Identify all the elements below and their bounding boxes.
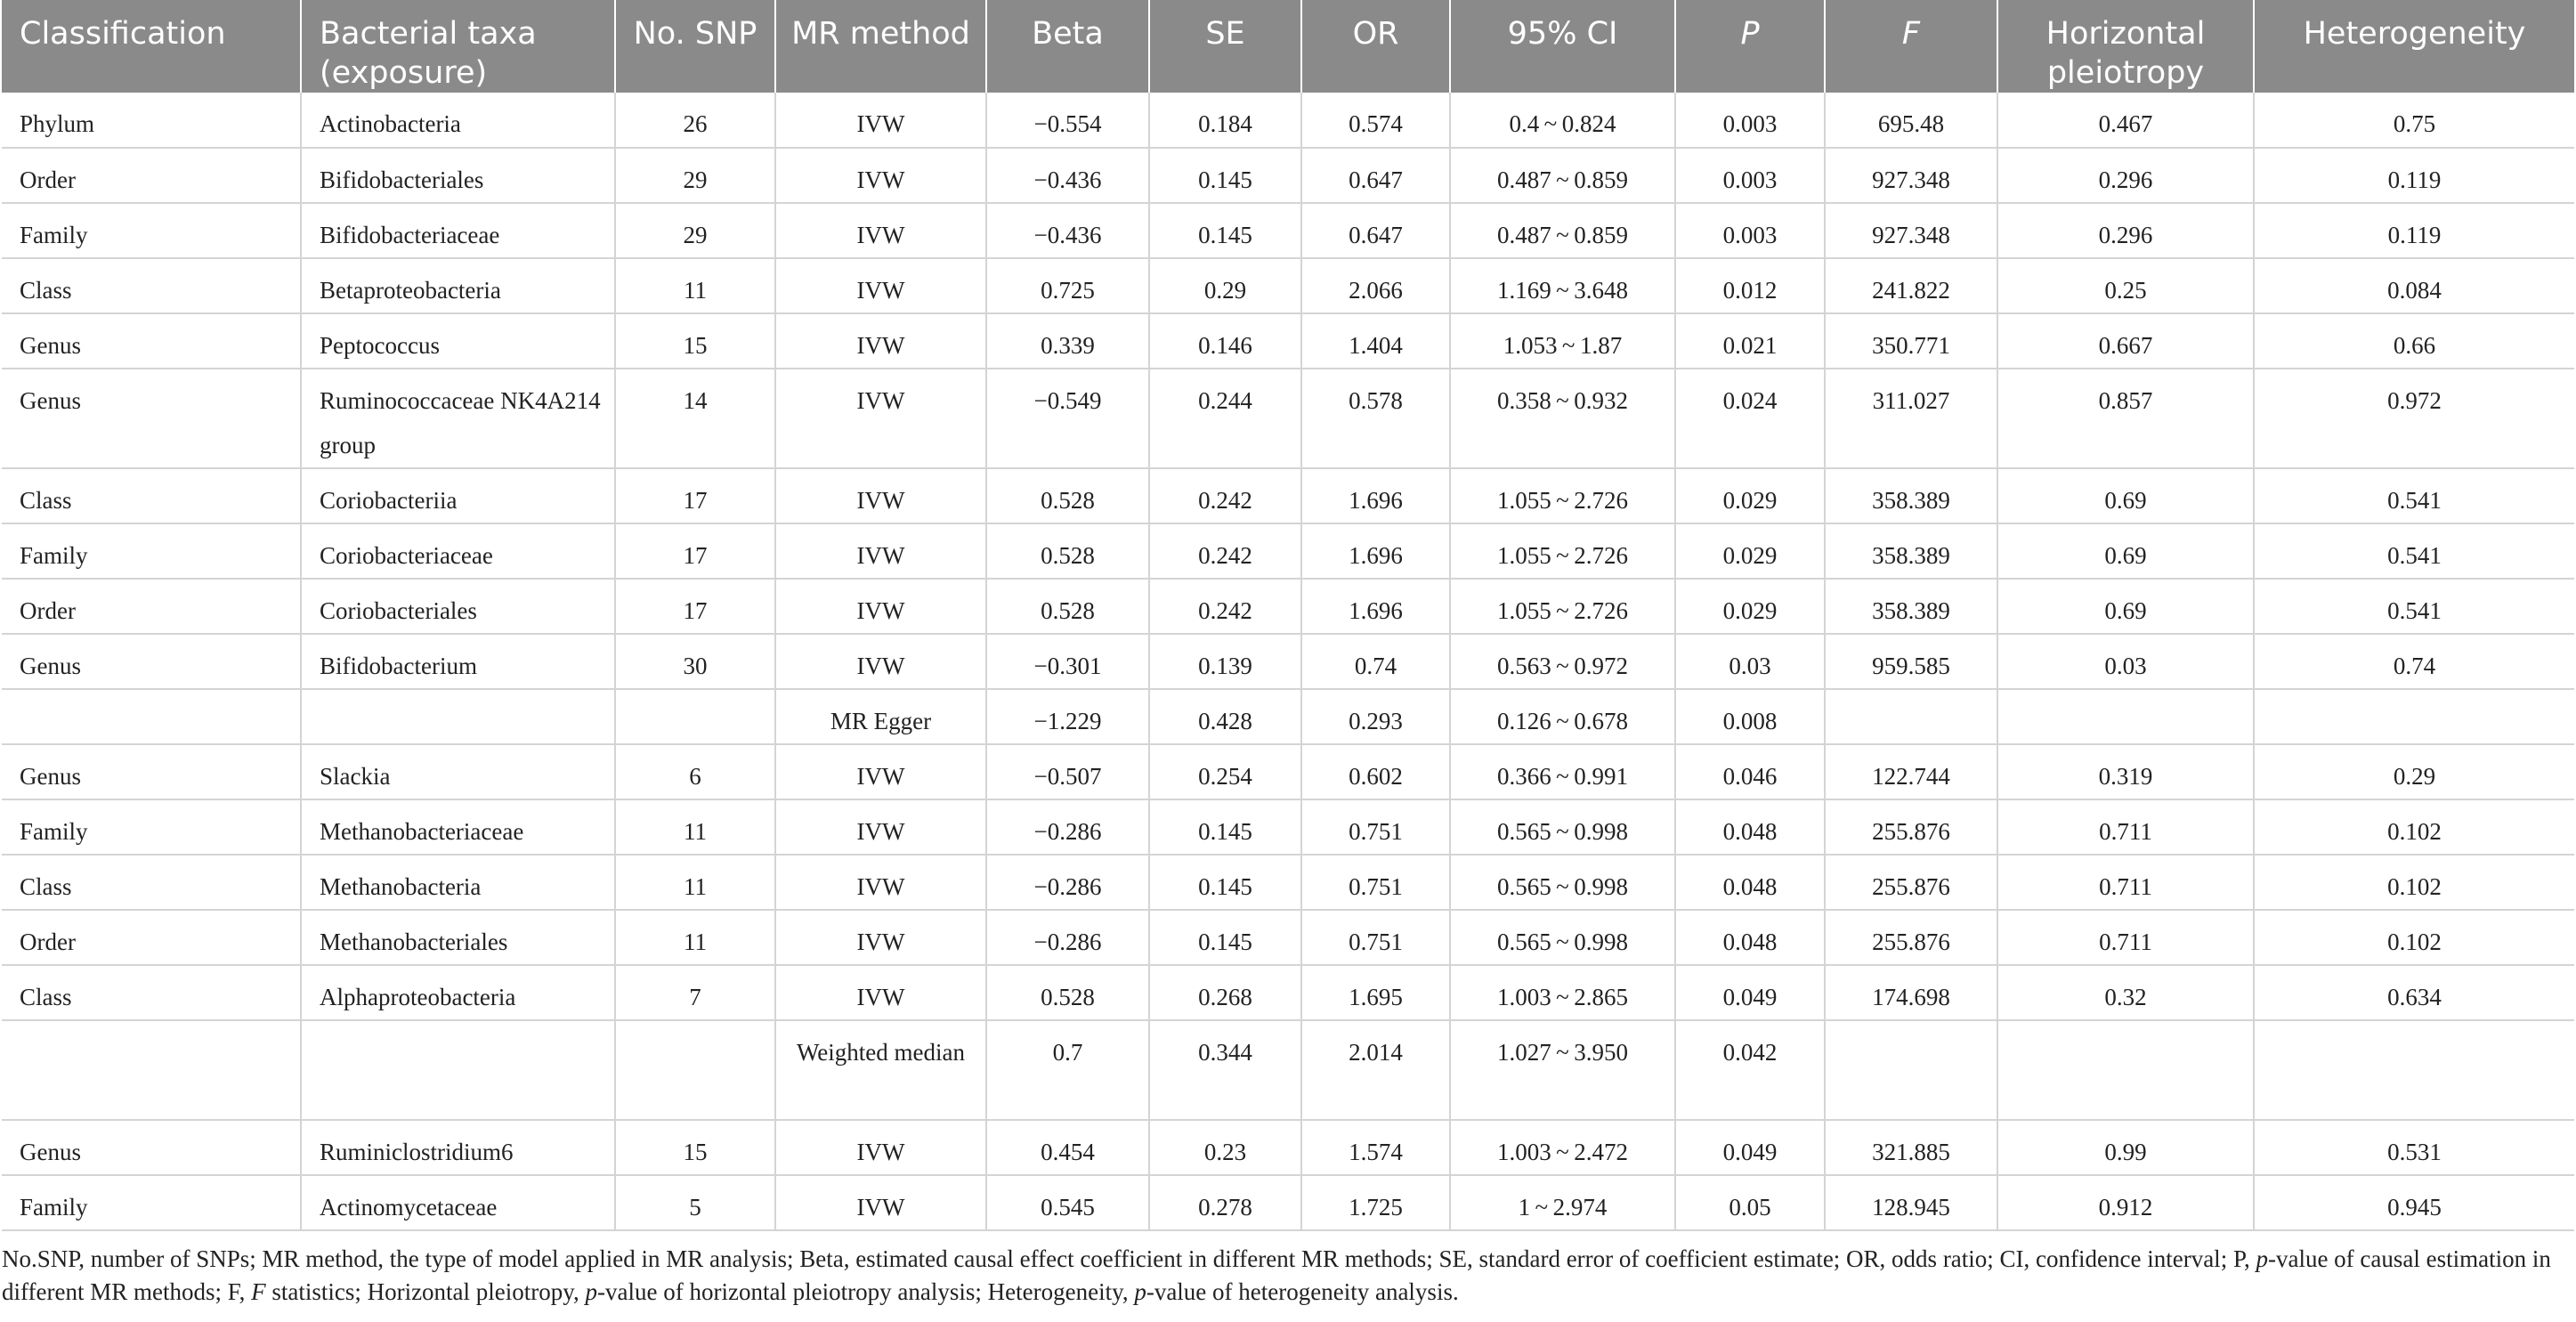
footnote-segment: statistics; Horizontal pleiotropy, bbox=[265, 1278, 586, 1305]
table-cell: 29 bbox=[615, 148, 775, 203]
table-row bbox=[2, 369, 2574, 468]
table-cell: Slackia bbox=[301, 744, 615, 799]
table-cell: 0.244 bbox=[1149, 369, 1301, 468]
table-cell: Genus bbox=[2, 744, 301, 799]
table-cell: 0.029 bbox=[1675, 468, 1825, 523]
table-cell: 0.565 ~ 0.998 bbox=[1450, 799, 1675, 855]
table-cell: IVW bbox=[775, 148, 986, 203]
table-cell: 0.857 bbox=[1997, 369, 2254, 468]
table-row bbox=[2, 148, 2574, 203]
results-table bbox=[2, 0, 2574, 1231]
table-cell: 0.145 bbox=[1149, 799, 1301, 855]
table-cell: 1.055 ~ 2.726 bbox=[1450, 523, 1675, 579]
table-cell: 358.389 bbox=[1825, 579, 1997, 634]
table-cell bbox=[2254, 689, 2574, 744]
table-cell: 11 bbox=[615, 258, 775, 313]
table-cell: 0.912 bbox=[1997, 1175, 2254, 1230]
table-cell bbox=[301, 1020, 615, 1120]
table-cell: 0.565 ~ 0.998 bbox=[1450, 910, 1675, 965]
table-cell: 0.565 ~ 0.998 bbox=[1450, 855, 1675, 910]
table-cell bbox=[615, 689, 775, 744]
table-cell: Class bbox=[2, 468, 301, 523]
table-cell: −0.549 bbox=[986, 369, 1149, 468]
table-row bbox=[2, 579, 2574, 634]
table-cell: 122.744 bbox=[1825, 744, 1997, 799]
table-cell: 11 bbox=[615, 799, 775, 855]
table-cell: 1.725 bbox=[1301, 1175, 1450, 1230]
table-cell: 927.348 bbox=[1825, 203, 1997, 258]
table-cell: 0.296 bbox=[1997, 203, 2254, 258]
table-cell: 0.25 bbox=[1997, 258, 2254, 313]
table-cell: Phylum bbox=[2, 93, 301, 148]
table-cell: 0.084 bbox=[2254, 258, 2574, 313]
table-cell: 959.585 bbox=[1825, 634, 1997, 689]
table-row bbox=[2, 689, 2574, 744]
table-cell: 358.389 bbox=[1825, 468, 1997, 523]
column-header: SE bbox=[1149, 0, 1301, 93]
table-cell: 0.003 bbox=[1675, 93, 1825, 148]
table-cell: 0.66 bbox=[2254, 313, 2574, 369]
table-cell: 0.05 bbox=[1675, 1175, 1825, 1230]
column-header: 95% CI bbox=[1450, 0, 1675, 93]
table-cell: 26 bbox=[615, 93, 775, 148]
table-cell bbox=[2, 1020, 301, 1120]
table-cell: 0.75 bbox=[2254, 93, 2574, 148]
table-cell: 0.667 bbox=[1997, 313, 2254, 369]
table-cell: 0.647 bbox=[1301, 148, 1450, 203]
column-header: MR method bbox=[775, 0, 986, 93]
table-cell: 0.751 bbox=[1301, 855, 1450, 910]
table-cell: 0.003 bbox=[1675, 203, 1825, 258]
table-cell: −0.286 bbox=[986, 910, 1149, 965]
table-cell: 0.751 bbox=[1301, 910, 1450, 965]
table-cell: 1 ~ 2.974 bbox=[1450, 1175, 1675, 1230]
table-cell: Coriobacteriaceae bbox=[301, 523, 615, 579]
table-cell: 1.003 ~ 2.865 bbox=[1450, 965, 1675, 1020]
table-cell: 1.695 bbox=[1301, 965, 1450, 1020]
table-cell: Order bbox=[2, 910, 301, 965]
table-cell: 0.7 bbox=[986, 1020, 1149, 1120]
table-cell: −0.436 bbox=[986, 203, 1149, 258]
table-cell: 2.014 bbox=[1301, 1020, 1450, 1120]
table-cell: IVW bbox=[775, 965, 986, 1020]
table-cell: 1.696 bbox=[1301, 468, 1450, 523]
table-cell: −0.554 bbox=[986, 93, 1149, 148]
table-row bbox=[2, 93, 2574, 148]
table-cell: Bifidobacteriales bbox=[301, 148, 615, 203]
table-cell: 0.139 bbox=[1149, 634, 1301, 689]
table-cell: IVW bbox=[775, 258, 986, 313]
table-cell: 30 bbox=[615, 634, 775, 689]
table-row bbox=[2, 855, 2574, 910]
table-cell: 0.574 bbox=[1301, 93, 1450, 148]
table-cell: 0.634 bbox=[2254, 965, 2574, 1020]
table-cell: 5 bbox=[615, 1175, 775, 1230]
table-cell: IVW bbox=[775, 468, 986, 523]
table-cell: Methanobacteriaceae bbox=[301, 799, 615, 855]
table-cell: IVW bbox=[775, 369, 986, 468]
table-cell: 0.296 bbox=[1997, 148, 2254, 203]
table-cell: 1.696 bbox=[1301, 523, 1450, 579]
table-cell: 0.102 bbox=[2254, 799, 2574, 855]
table-cell: 0.146 bbox=[1149, 313, 1301, 369]
footnote-segment: No.SNP, number of SNPs; MR method, the type of model applied in MR analysis; Beta, estimated causal effect coefficient in different MR methods; SE, standard error of coefficient estimate; OR, odds ratio; CI, confidence interval; P, bbox=[2, 1245, 2256, 1272]
table-cell: IVW bbox=[775, 523, 986, 579]
table-cell: 7 bbox=[615, 965, 775, 1020]
table-cell: 128.945 bbox=[1825, 1175, 1997, 1230]
table-cell: −1.229 bbox=[986, 689, 1149, 744]
table-cell: IVW bbox=[775, 634, 986, 689]
table-row bbox=[2, 634, 2574, 689]
table-cell: Genus bbox=[2, 1120, 301, 1175]
table-cell: 15 bbox=[615, 1120, 775, 1175]
footnote-segment: p bbox=[2256, 1245, 2268, 1272]
table-cell: 17 bbox=[615, 523, 775, 579]
table-cell: 0.69 bbox=[1997, 468, 2254, 523]
table-cell: 0.119 bbox=[2254, 148, 2574, 203]
table-cell: 17 bbox=[615, 579, 775, 634]
table-cell: 14 bbox=[615, 369, 775, 468]
table-cell: 1.003 ~ 2.472 bbox=[1450, 1120, 1675, 1175]
table-cell: 0.03 bbox=[1997, 634, 2254, 689]
table-cell: 0.046 bbox=[1675, 744, 1825, 799]
table-cell: 0.242 bbox=[1149, 468, 1301, 523]
table-cell: Betaproteobacteria bbox=[301, 258, 615, 313]
table-cell: 17 bbox=[615, 468, 775, 523]
table-cell: 0.528 bbox=[986, 965, 1149, 1020]
table-cell: 0.711 bbox=[1997, 799, 2254, 855]
table-cell: 0.69 bbox=[1997, 523, 2254, 579]
table-cell: 1.169 ~ 3.648 bbox=[1450, 258, 1675, 313]
table-header bbox=[2, 0, 2574, 93]
table-cell: 0.145 bbox=[1149, 203, 1301, 258]
table-cell: 11 bbox=[615, 855, 775, 910]
table-row bbox=[2, 523, 2574, 579]
table-row bbox=[2, 1175, 2574, 1230]
table-cell: 0.145 bbox=[1149, 148, 1301, 203]
table-cell: 0.541 bbox=[2254, 468, 2574, 523]
table-cell: 1.696 bbox=[1301, 579, 1450, 634]
table-cell: 0.545 bbox=[986, 1175, 1149, 1230]
table-cell: 927.348 bbox=[1825, 148, 1997, 203]
column-header: Horizontal pleiotropy bbox=[1997, 0, 2254, 93]
table-cell: 350.771 bbox=[1825, 313, 1997, 369]
table-cell: 0.647 bbox=[1301, 203, 1450, 258]
table-cell: 1.053 ~ 1.87 bbox=[1450, 313, 1675, 369]
table-cell: Order bbox=[2, 148, 301, 203]
table-row bbox=[2, 313, 2574, 369]
table-cell: 321.885 bbox=[1825, 1120, 1997, 1175]
table-cell: 0.725 bbox=[986, 258, 1149, 313]
table-cell: 174.698 bbox=[1825, 965, 1997, 1020]
table-cell: Class bbox=[2, 965, 301, 1020]
table-cell: 0.541 bbox=[2254, 523, 2574, 579]
table-cell: 0.339 bbox=[986, 313, 1149, 369]
table-cell: 0.541 bbox=[2254, 579, 2574, 634]
table-cell: 0.74 bbox=[1301, 634, 1450, 689]
table-cell: Family bbox=[2, 799, 301, 855]
table-cell: 0.184 bbox=[1149, 93, 1301, 148]
table-cell: 0.029 bbox=[1675, 579, 1825, 634]
table-cell: 255.876 bbox=[1825, 855, 1997, 910]
table-cell: 0.049 bbox=[1675, 965, 1825, 1020]
table-cell: 311.027 bbox=[1825, 369, 1997, 468]
table-cell: 695.48 bbox=[1825, 93, 1997, 148]
table-cell: 0.528 bbox=[986, 579, 1149, 634]
table-cell: 0.528 bbox=[986, 523, 1149, 579]
table-cell: 2.066 bbox=[1301, 258, 1450, 313]
footnote-segment: p bbox=[1134, 1278, 1146, 1305]
table-cell: Bifidobacteriaceae bbox=[301, 203, 615, 258]
table-cell: 1.055 ~ 2.726 bbox=[1450, 468, 1675, 523]
table-cell: 0.711 bbox=[1997, 910, 2254, 965]
column-header: Beta bbox=[986, 0, 1149, 93]
table-cell: 1.574 bbox=[1301, 1120, 1450, 1175]
table-cell: 0.563 ~ 0.972 bbox=[1450, 634, 1675, 689]
table-cell: 0.454 bbox=[986, 1120, 1149, 1175]
table-cell: Coriobacteriales bbox=[301, 579, 615, 634]
table-cell: 0.99 bbox=[1997, 1120, 2254, 1175]
table-cell: 241.822 bbox=[1825, 258, 1997, 313]
footnote-segment: -value of horizontal pleiotropy analysis; Heterogeneity, bbox=[597, 1278, 1135, 1305]
table-cell: 1.027 ~ 3.950 bbox=[1450, 1020, 1675, 1120]
table-cell: Ruminococcaceae NK4A214 group bbox=[301, 369, 615, 468]
table-cell: 0.048 bbox=[1675, 910, 1825, 965]
table-cell: 0.029 bbox=[1675, 523, 1825, 579]
table-cell: 0.012 bbox=[1675, 258, 1825, 313]
table-cell: −0.286 bbox=[986, 799, 1149, 855]
table-cell: 0.751 bbox=[1301, 799, 1450, 855]
table-cell: IVW bbox=[775, 203, 986, 258]
table-cell: 0.531 bbox=[2254, 1120, 2574, 1175]
table-cell: 0.102 bbox=[2254, 855, 2574, 910]
table-cell: 0.4 ~ 0.824 bbox=[1450, 93, 1675, 148]
table-cell: 0.428 bbox=[1149, 689, 1301, 744]
table-cell: Methanobacteria bbox=[301, 855, 615, 910]
table-cell: 0.528 bbox=[986, 468, 1149, 523]
table-cell: IVW bbox=[775, 910, 986, 965]
table-cell: 0.487 ~ 0.859 bbox=[1450, 148, 1675, 203]
table-cell: 11 bbox=[615, 910, 775, 965]
footnote-segment: -value of causal estimation in different MR methods; F, bbox=[2, 1245, 2551, 1305]
table-cell: 0.126 ~ 0.678 bbox=[1450, 689, 1675, 744]
table-cell bbox=[2, 689, 301, 744]
header-row bbox=[2, 0, 2574, 93]
table-row bbox=[2, 1120, 2574, 1175]
table-cell: 0.268 bbox=[1149, 965, 1301, 1020]
table-cell: 0.319 bbox=[1997, 744, 2254, 799]
table-cell bbox=[2254, 1020, 2574, 1120]
table-cell: Class bbox=[2, 855, 301, 910]
table-cell: 0.945 bbox=[2254, 1175, 2574, 1230]
table-cell bbox=[1997, 1020, 2254, 1120]
footnote-segment: p bbox=[585, 1278, 598, 1305]
table-cell: Family bbox=[2, 523, 301, 579]
table-cell: IVW bbox=[775, 1175, 986, 1230]
table-cell: −0.507 bbox=[986, 744, 1149, 799]
table-cell: 0.049 bbox=[1675, 1120, 1825, 1175]
table-cell: Family bbox=[2, 1175, 301, 1230]
table-cell: −0.286 bbox=[986, 855, 1149, 910]
table-cell: −0.436 bbox=[986, 148, 1149, 203]
table-cell: Actinobacteria bbox=[301, 93, 615, 148]
table-cell: 0.048 bbox=[1675, 799, 1825, 855]
table-cell: IVW bbox=[775, 1120, 986, 1175]
table-cell: Actinomycetaceae bbox=[301, 1175, 615, 1230]
table-cell: Peptococcus bbox=[301, 313, 615, 369]
column-header: Bacterial taxa (exposure) bbox=[301, 0, 615, 93]
table-cell bbox=[615, 1020, 775, 1120]
table-cell: 255.876 bbox=[1825, 799, 1997, 855]
table-row bbox=[2, 468, 2574, 523]
table-cell: 255.876 bbox=[1825, 910, 1997, 965]
column-header: Heterogeneity bbox=[2254, 0, 2574, 93]
table-cell: IVW bbox=[775, 855, 986, 910]
table-cell: 0.102 bbox=[2254, 910, 2574, 965]
table-cell: 358.389 bbox=[1825, 523, 1997, 579]
table-cell: IVW bbox=[775, 93, 986, 148]
column-header: No. SNP bbox=[615, 0, 775, 93]
table-cell: 0.278 bbox=[1149, 1175, 1301, 1230]
table-row bbox=[2, 965, 2574, 1020]
table-cell: 0.242 bbox=[1149, 523, 1301, 579]
table-row bbox=[2, 744, 2574, 799]
table-cell: 0.602 bbox=[1301, 744, 1450, 799]
table-cell: 0.048 bbox=[1675, 855, 1825, 910]
footnote-segment: -value of heterogeneity analysis. bbox=[1146, 1278, 1459, 1305]
column-header: Classification bbox=[2, 0, 301, 93]
table-cell: 0.03 bbox=[1675, 634, 1825, 689]
table-cell: 0.578 bbox=[1301, 369, 1450, 468]
table-cell: 0.972 bbox=[2254, 369, 2574, 468]
table-cell: Methanobacteriales bbox=[301, 910, 615, 965]
table-row bbox=[2, 799, 2574, 855]
table-cell: Order bbox=[2, 579, 301, 634]
table-cell: 0.008 bbox=[1675, 689, 1825, 744]
table-cell: 0.254 bbox=[1149, 744, 1301, 799]
table-cell: 0.344 bbox=[1149, 1020, 1301, 1120]
table-cell: Weighted median bbox=[775, 1020, 986, 1120]
table-footnote bbox=[2, 1243, 2565, 1309]
footnote-segment: F bbox=[251, 1278, 266, 1305]
table-cell: 0.366 ~ 0.991 bbox=[1450, 744, 1675, 799]
table-cell: 0.042 bbox=[1675, 1020, 1825, 1120]
table-cell: 0.021 bbox=[1675, 313, 1825, 369]
table-cell: 0.32 bbox=[1997, 965, 2254, 1020]
table-cell: IVW bbox=[775, 579, 986, 634]
table-cell: 0.23 bbox=[1149, 1120, 1301, 1175]
table-cell: 0.145 bbox=[1149, 910, 1301, 965]
table-cell: Class bbox=[2, 258, 301, 313]
table-cell: Alphaproteobacteria bbox=[301, 965, 615, 1020]
table-row bbox=[2, 1020, 2574, 1120]
table-cell: 0.74 bbox=[2254, 634, 2574, 689]
table-cell: 0.119 bbox=[2254, 203, 2574, 258]
table-cell: 0.711 bbox=[1997, 855, 2254, 910]
table-row bbox=[2, 258, 2574, 313]
table-cell bbox=[1825, 1020, 1997, 1120]
table-cell: 0.293 bbox=[1301, 689, 1450, 744]
table-row bbox=[2, 203, 2574, 258]
table-cell: 0.145 bbox=[1149, 855, 1301, 910]
table-cell: Bifidobacterium bbox=[301, 634, 615, 689]
table-cell: 1.055 ~ 2.726 bbox=[1450, 579, 1675, 634]
table-cell: Ruminiclostridium6 bbox=[301, 1120, 615, 1175]
column-header: P bbox=[1675, 0, 1825, 93]
table-cell: Genus bbox=[2, 634, 301, 689]
table-body bbox=[2, 93, 2574, 1230]
table-cell: 0.29 bbox=[2254, 744, 2574, 799]
table-cell: 0.69 bbox=[1997, 579, 2254, 634]
table-cell: 1.404 bbox=[1301, 313, 1450, 369]
table-cell: 0.358 ~ 0.932 bbox=[1450, 369, 1675, 468]
table-cell: 15 bbox=[615, 313, 775, 369]
table-cell: 0.29 bbox=[1149, 258, 1301, 313]
table-cell bbox=[301, 689, 615, 744]
table-cell: MR Egger bbox=[775, 689, 986, 744]
table-cell: Genus bbox=[2, 369, 301, 468]
table-cell bbox=[1825, 689, 1997, 744]
table-cell: IVW bbox=[775, 744, 986, 799]
table-cell: 29 bbox=[615, 203, 775, 258]
table-cell: IVW bbox=[775, 799, 986, 855]
table-cell: Family bbox=[2, 203, 301, 258]
table-cell: 0.024 bbox=[1675, 369, 1825, 468]
table-cell: 0.242 bbox=[1149, 579, 1301, 634]
column-header: OR bbox=[1301, 0, 1450, 93]
table-cell: 0.003 bbox=[1675, 148, 1825, 203]
column-header: F bbox=[1825, 0, 1997, 93]
table-cell bbox=[1997, 689, 2254, 744]
table-cell: Genus bbox=[2, 313, 301, 369]
table-cell: 0.467 bbox=[1997, 93, 2254, 148]
table-cell: −0.301 bbox=[986, 634, 1149, 689]
table-cell: Coriobacteriia bbox=[301, 468, 615, 523]
table-row bbox=[2, 910, 2574, 965]
table-cell: 6 bbox=[615, 744, 775, 799]
table-cell: 0.487 ~ 0.859 bbox=[1450, 203, 1675, 258]
table-cell: IVW bbox=[775, 313, 986, 369]
